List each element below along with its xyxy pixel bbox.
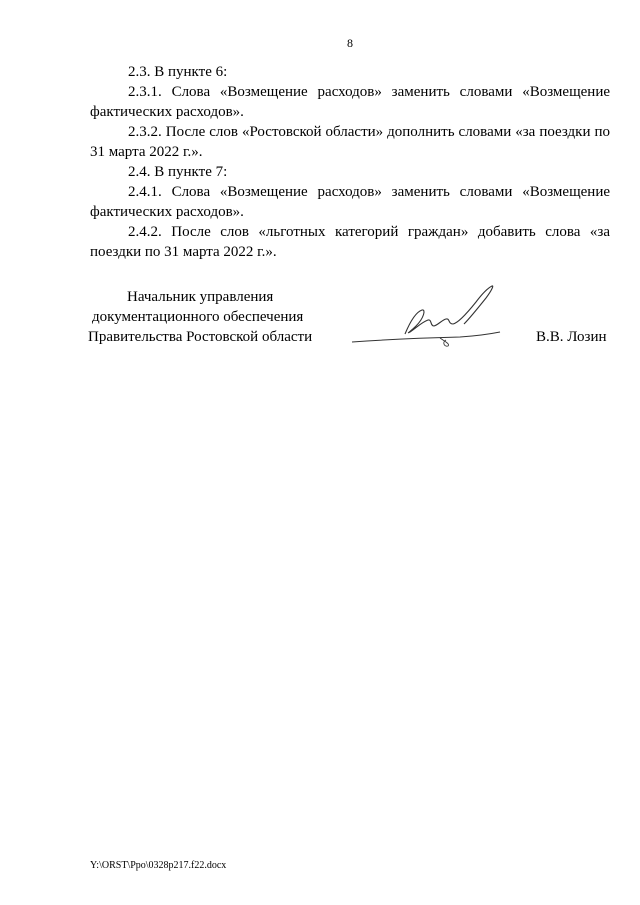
signatory-title-line-3: Правительства Ростовской области	[88, 329, 313, 345]
paragraph-2-3-2: 2.3.2. После слов «Ростовской области» дополнить словами «за поездки по 31 марта 2022 г.».	[90, 124, 610, 160]
paragraph-2-4: 2.4. В пункте 7:	[128, 164, 228, 180]
paragraph-2-3-1: 2.3.1. Слова «Возмещение расходов» заменить словами «Возмещение фактических расходов».	[90, 84, 610, 120]
signatory-title-line-2: документационного обеспечения	[92, 309, 304, 325]
paragraph-2-3: 2.3. В пункте 6:	[128, 64, 228, 80]
paragraph-2-4-1: 2.4.1. Слова «Возмещение расходов» заменить словами «Возмещение фактических расходов».	[90, 184, 610, 220]
signatory-title-line-1: Начальник управления	[127, 289, 274, 305]
signatory-name: В.В. Лозин	[536, 329, 607, 345]
paragraph-2-4-2: 2.4.2. После слов «льготных категорий граждан» добавить слова «за поездки по 31 марта 2022 г.».	[90, 224, 610, 260]
file-path-footer: Y:\ORST\Ppo\0328p217.f22.docx	[90, 860, 227, 871]
signatory-title	[88, 287, 312, 347]
handwritten-signature	[350, 282, 510, 348]
page-number: 8	[347, 36, 353, 50]
document-body	[90, 62, 610, 262]
